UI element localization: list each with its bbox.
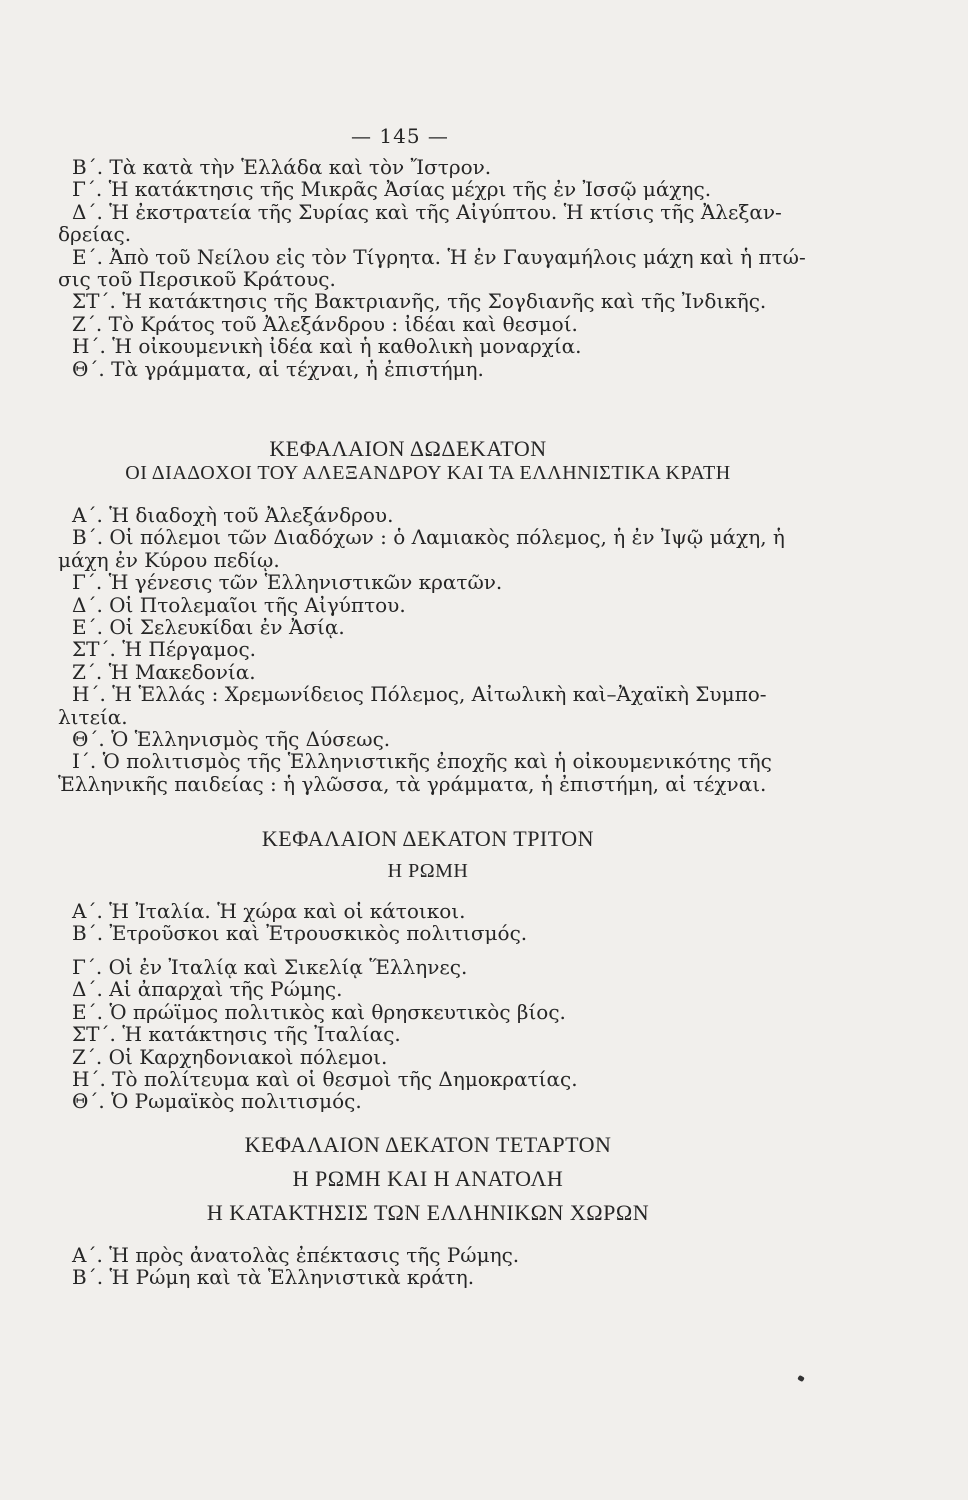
toc-line: Ε΄. Οἱ Σελευκίδαι ἐν Ἀσίᾳ. bbox=[72, 615, 345, 640]
toc-line: Ζ΄. Ἡ Μακεδονία. bbox=[72, 659, 256, 684]
toc-line: Η΄. Ἡ οἰκουμενικὴ ἰδέα καὶ ἡ καθολικὴ μοναρχία. bbox=[72, 334, 582, 359]
toc-line: Α΄. Ἡ διαδοχὴ τοῦ Ἀλεξάνδρου. bbox=[72, 503, 394, 527]
chapter-12-heading: ΚΕΦΑΛΑΙΟΝ ΔΩΔΕΚΑΤΟΝ bbox=[269, 436, 547, 461]
chapter-13-list-b bbox=[58, 956, 798, 1113]
toc-line: σις τοῦ Περσικοῦ Κράτους. bbox=[58, 267, 336, 292]
toc-line: Ε΄. Ἀπὸ τοῦ Νείλου εἰς τὸν Τίγρητα. Ἡ ἐν Γαυγαμήλοις μάχη καὶ ἡ πτώ- bbox=[72, 244, 806, 269]
chapter-14-heading: ΚΕΦΑΛΑΙΟΝ ΔΕΚΑΤΟΝ ΤΕΤΑΡΤΟΝ bbox=[244, 1132, 612, 1157]
toc-line: δρείας. bbox=[58, 222, 132, 247]
toc-line: Γ΄. Ἡ κατάκτησις τῆς Μικρᾶς Ἀσίας μέχρι τῆς ἐν Ἰσσῷ μάχης. bbox=[72, 177, 712, 202]
toc-line: Η΄. Τὸ πολίτευμα καὶ οἱ θεσμοὶ τῆς Δημοκρατίας. bbox=[72, 1067, 578, 1092]
toc-line: Ἑλληνικῆς παιδείας : ἡ γλῶσσα, τὰ γράμματα, ἡ ἐπιστήμη, αἱ τέχναι. bbox=[58, 771, 767, 796]
toc-line: Δ΄. Αἱ ἀπαρχαὶ τῆς Ρώμης. bbox=[72, 977, 343, 1002]
toc-line: Δ΄. Ἡ ἐκστρατεία τῆς Συρίας καὶ τῆς Αἰγύπτου. Ἡ κτίσις τῆς Ἀλεξαν- bbox=[72, 199, 782, 224]
toc-line: Θ΄. Ὁ Ρωμαϊκὸς πολιτισμός. bbox=[72, 1089, 362, 1114]
chapter-13-subtitle: Η ΡΩΜΗ bbox=[387, 860, 469, 882]
toc-line: Γ΄. Οἱ ἐν Ἰταλίᾳ καὶ Σικελίᾳ Ἕλληνες. bbox=[72, 955, 468, 979]
toc-line: Η΄. Ἡ Ἑλλάς : Χρεμωνίδειος Πόλεμος, Αἰτωλικὴ καὶ–Ἀχαϊκὴ Συμπο- bbox=[72, 682, 767, 707]
page-number: — 145 — bbox=[351, 124, 449, 148]
toc-line: Θ΄. Ὁ Ἑλληνισμὸς τῆς Δύσεως. bbox=[72, 727, 391, 752]
toc-line: Γ΄. Ἡ γένεσις τῶν Ἑλληνιστικῶν κρατῶν. bbox=[72, 570, 503, 595]
toc-line: Θ΄. Τὰ γράμματα, αἱ τέχναι, ἡ ἐπιστήμη. bbox=[72, 356, 484, 381]
chapter-14-subtitle-1: Η ΡΩΜΗ ΚΑΙ Η ΑΝΑΤΟΛΗ bbox=[292, 1166, 564, 1191]
toc-line: Ζ΄. Οἱ Καρχηδονιακοὶ πόλεμοι. bbox=[72, 1044, 388, 1069]
toc-line: Α΄. Ἡ Ἰταλία. Ἡ χώρα καὶ οἱ κάτοικοι. bbox=[72, 899, 466, 923]
toc-line: ΣΤ΄. Ἡ κατάκτησις τῆς Ἰταλίας. bbox=[72, 1022, 401, 1047]
toc-line: ΣΤ΄. Ἡ κατάκτησις τῆς Βακτριανῆς, τῆς Σογδιανῆς καὶ τῆς Ἰνδικῆς. bbox=[72, 289, 767, 314]
ink-speck bbox=[797, 1375, 805, 1382]
toc-line: λιτεία. bbox=[58, 704, 128, 729]
chapter-11-list-continued bbox=[58, 155, 806, 381]
chapter-12-subtitle: ΟΙ ΔΙΑΔΟΧΟΙ ΤΟΥ ΑΛΕΞΑΝΔΡΟΥ ΚΑΙ ΤΑ ΕΛΛΗΝΙΣΤΙΚΑ ΚΡΑΤΗ bbox=[125, 462, 731, 484]
toc-line: Β΄. Ἡ Ρώμη καὶ τὰ Ἑλληνιστικὰ κράτη. bbox=[72, 1265, 475, 1290]
chapter-13-heading: ΚΕΦΑΛΑΙΟΝ ΔΕΚΑΤΟΝ ΤΡΙΤΟΝ bbox=[261, 826, 595, 851]
chapter-14-list bbox=[58, 1244, 798, 1289]
chapter-13-list-a bbox=[58, 900, 798, 945]
toc-line: μάχη ἐν Κύρου πεδίῳ. bbox=[58, 547, 280, 572]
toc-line: Δ΄. Οἱ Πτολεμαῖοι τῆς Αἰγύπτου. bbox=[72, 592, 406, 617]
toc-line: Ε΄. Ὁ πρώϊμος πολιτικὸς καὶ θρησκευτικὸς βίος. bbox=[72, 999, 566, 1024]
toc-line: Ι΄. Ὁ πολιτισμὸς τῆς Ἑλληνιστικῆς ἐποχῆς καὶ ἡ οἰκουμενικότης τῆς bbox=[72, 749, 772, 774]
toc-line: Α΄. Ἡ πρὸς ἀνατολὰς ἐπέκτασις τῆς Ρώμης. bbox=[72, 1243, 520, 1267]
chapter-12-list bbox=[58, 504, 798, 795]
toc-line: Β΄. Τὰ κατὰ τὴν Ἑλλάδα καὶ τὸν Ἴστρον. bbox=[72, 155, 492, 179]
chapter-14-subtitle-2: Η ΚΑΤΑΚΤΗΣΙΣ ΤΩΝ ΕΛΛΗΝΙΚΩΝ ΧΩΡΩΝ bbox=[206, 1200, 650, 1225]
toc-line: Β΄. Ἐτροῦσκοι καὶ Ἐτρουσκικὸς πολιτισμός. bbox=[72, 921, 528, 946]
toc-line: ΣΤ΄. Ἡ Πέργαμος. bbox=[72, 637, 257, 662]
toc-line: Β΄. Οἱ πόλεμοι τῶν Διαδόχων : ὁ Λαμιακὸς πόλεμος, ἡ ἐν Ἰψῷ μάχη, ἡ bbox=[72, 525, 785, 550]
toc-line: Ζ΄. Τὸ Κράτος τοῦ Ἀλεξάνδρου : ἰδέαι καὶ θεσμοί. bbox=[72, 311, 578, 336]
